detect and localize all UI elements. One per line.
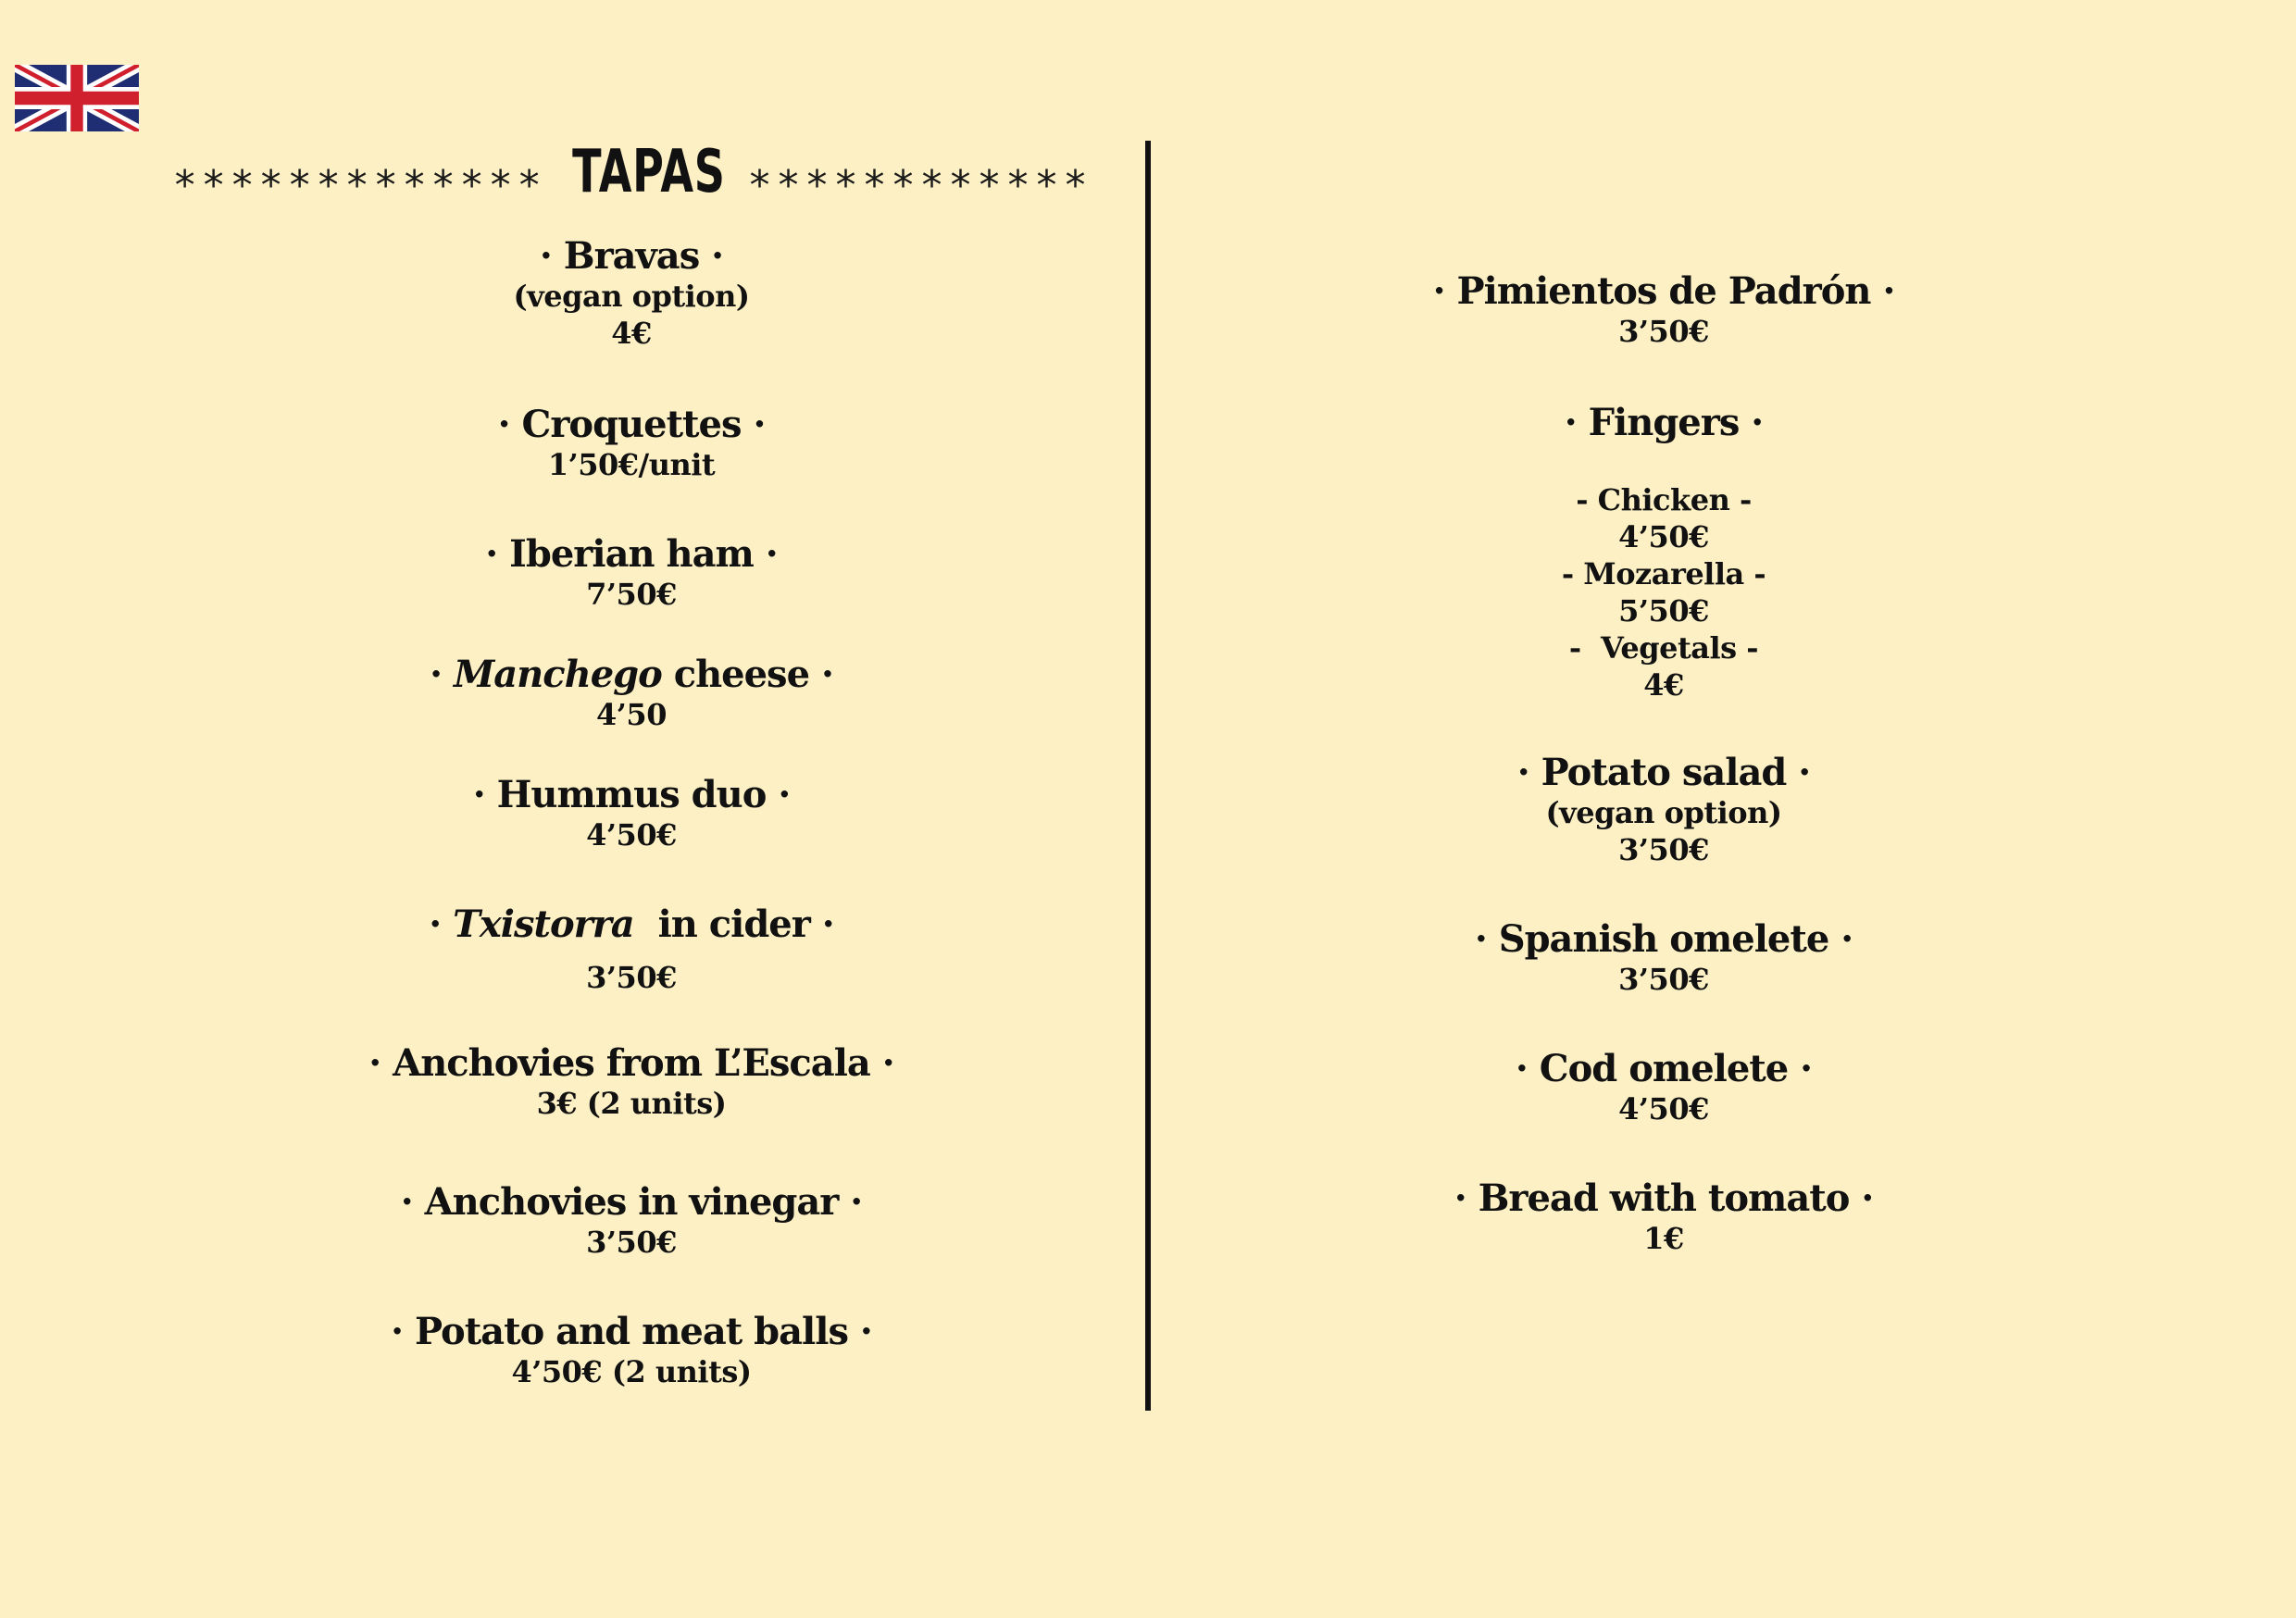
fingers-option-vegetals-price: 4€: [1643, 667, 1684, 703]
item-price: 3’50€: [586, 1225, 677, 1260]
item-price: 4’50€ (2 units): [511, 1354, 752, 1389]
item-name: · Spanish omelete ·: [1474, 917, 1853, 961]
item-price: 1’50€/unit: [547, 447, 716, 482]
menu-item-anchovies-escala: [368, 1042, 893, 1122]
menu-item-manchego-cheese: [430, 653, 833, 733]
item-price: 3€ (2 units): [536, 1086, 727, 1121]
item-price: 3’50€: [1618, 314, 1709, 349]
fingers-option-vegetals: - Vegetals -: [1568, 630, 1759, 666]
fingers-option-chicken: - Chicken -: [1576, 482, 1752, 517]
menu-item-cod-omelete: [1516, 1048, 1812, 1127]
uk-flag-icon: [15, 65, 139, 131]
menu-item-pimientos-padron: [1433, 270, 1895, 350]
item-name: · Anchovies from L’Escala ·: [368, 1041, 894, 1085]
item-name: · Txistorra in cider ·: [429, 902, 834, 946]
menu-item-potato-meat-balls: [391, 1311, 872, 1390]
section-title: TAPAS: [571, 138, 726, 206]
decorative-stars-left: *************: [174, 161, 548, 209]
item-name: · Pimientos de Padrón ·: [1432, 269, 1895, 313]
fingers-option-chicken-price: 4’50€: [1618, 519, 1709, 554]
item-name: · Cod omelete ·: [1515, 1047, 1813, 1090]
menu-item-fingers: [1565, 402, 1763, 444]
item-price: 3’50€: [586, 960, 677, 995]
menu-item-anchovies-vinegar: [401, 1181, 862, 1261]
fingers-options-list: [1562, 481, 1766, 703]
menu-item-hummus-duo: [473, 774, 791, 853]
item-name: · Iberian ham ·: [485, 532, 778, 576]
item-name: · Croquettes ·: [497, 403, 766, 446]
section-header: [162, 135, 1106, 209]
menu-item-croquettes: [498, 404, 766, 483]
menu-item-spanish-omelete: [1475, 918, 1853, 998]
menu-item-iberian-ham: [485, 533, 777, 613]
item-price: 7’50€: [586, 577, 677, 612]
item-price: 1€: [1643, 1221, 1684, 1256]
item-price: 3’50€: [1618, 962, 1709, 997]
menu-item-txistorra: [429, 903, 833, 996]
item-price: 4€: [611, 316, 652, 351]
item-name: · Potato salad ·: [1516, 751, 1811, 794]
item-name: · Potato and meat balls ·: [391, 1310, 872, 1353]
item-name: · Fingers ·: [1564, 401, 1764, 444]
decorative-stars-right: ************: [749, 161, 1094, 209]
item-name: · Bread with tomato ·: [1454, 1176, 1874, 1220]
item-price: 4’50: [596, 697, 667, 732]
menu-item-bread-tomato: [1454, 1177, 1874, 1257]
item-note: (vegan option): [513, 279, 750, 314]
column-divider: [1145, 141, 1151, 1411]
item-name: · Manchego cheese ·: [430, 653, 833, 696]
item-note: (vegan option): [1545, 795, 1782, 830]
item-name: · Anchovies in vinegar ·: [400, 1180, 863, 1224]
item-price: 4’50€: [1618, 1091, 1709, 1126]
fingers-option-mozarella: - Mozarella -: [1561, 556, 1766, 591]
item-price: 4’50€: [586, 817, 677, 853]
menu-item-potato-salad: [1517, 752, 1810, 868]
item-name: · Hummus duo ·: [472, 773, 791, 816]
item-name: · Bravas ·: [539, 234, 724, 278]
item-price: 3’50€: [1618, 832, 1709, 867]
menu-item-bravas: [513, 235, 749, 352]
fingers-option-mozarella-price: 5’50€: [1618, 593, 1709, 629]
